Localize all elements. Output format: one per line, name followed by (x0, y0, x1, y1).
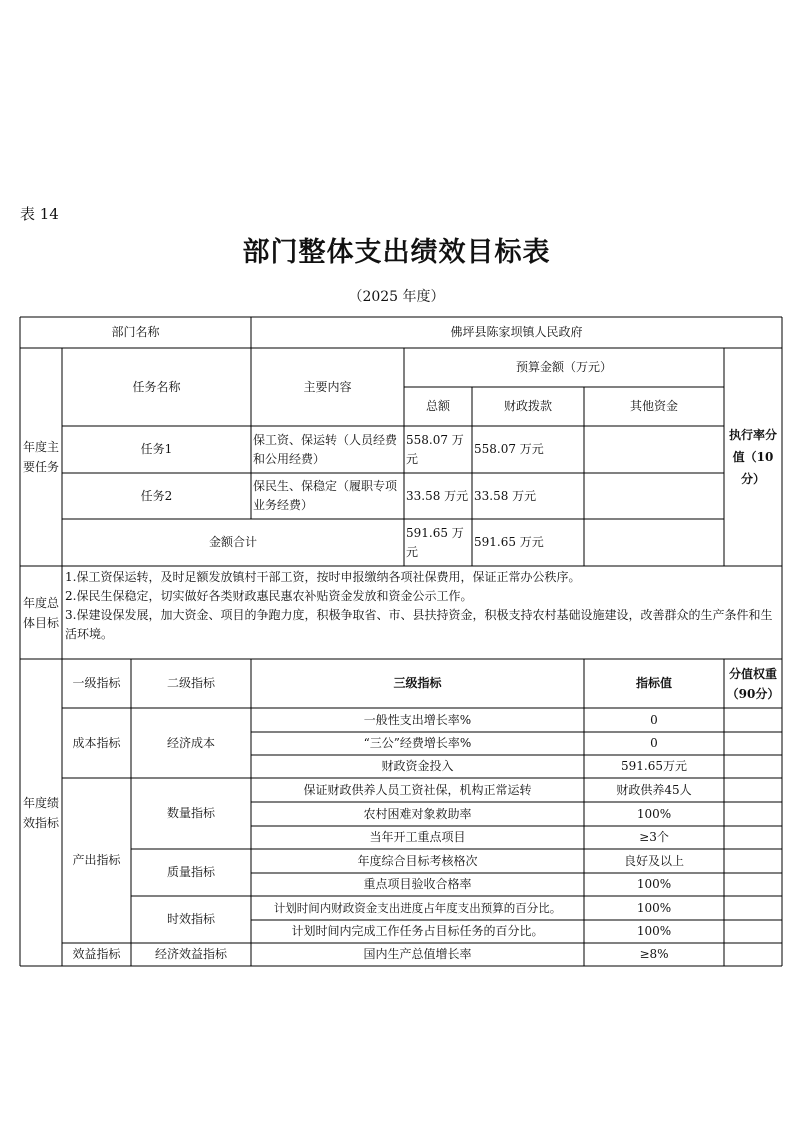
level1-benefit: 效益指标 (72, 947, 121, 961)
level1-output: 产出指标 (72, 853, 121, 867)
indicator-row: 财政资金投入 (381, 759, 454, 773)
dept-value: 佛坪县陈家坝镇人民政府 (450, 325, 583, 339)
table-number: 表 14 (20, 205, 59, 223)
dept-label: 部门名称 (111, 325, 160, 339)
task-1-content: 保工资、保运转（人员经费和公用经费） (253, 432, 398, 466)
sum-total: 591.65 万元 (406, 525, 464, 559)
task-2-total: 33.58 万元 (406, 488, 469, 503)
indicator-row: 国内生产总值增长率 (363, 947, 472, 961)
header-level-1: 一级指标 (72, 676, 121, 690)
level2-timeliness: 时效指标 (166, 912, 215, 926)
indicator-value: 良好及以上 (623, 853, 684, 868)
indicator-row: 计划时间内完成工作任务占目标任务的百分比。 (291, 924, 544, 938)
indicator-row: 保证财政供养人员工资社保，机构正常运转 (303, 782, 532, 797)
level1-cost: 成本指标 (72, 735, 121, 750)
header-level-2: 二级指标 (166, 676, 215, 690)
task-2-other (584, 473, 724, 519)
indicator-value: 100% (636, 877, 672, 891)
indicator-value: 0 (650, 712, 658, 727)
col-fiscal: 财政拨款 (503, 399, 552, 413)
sum-label: 金额合计 (208, 535, 257, 549)
indicator-row: 年度综合目标考核格次 (357, 853, 478, 868)
task-1-fiscal: 558.07 万元 (474, 442, 544, 456)
indicator-row: 农村困难对象救助率 (363, 806, 472, 821)
task-2-content: 保民生、保稳定（履职专项业务经费） (253, 479, 398, 512)
level2-economic-benefit: 经济效益指标 (154, 947, 227, 961)
header-value: 指标值 (635, 676, 672, 690)
col-other: 其他资金 (629, 399, 678, 413)
goals-text (62, 566, 782, 659)
indicator-value: ≥3个 (639, 830, 669, 844)
task-2-name: 任务2 (140, 488, 173, 503)
header-level-3: 三级指标 (393, 676, 442, 690)
indicator-value: 财政供养45人 (616, 782, 692, 797)
col-budget: 预算金额（万元） (515, 360, 612, 374)
task-1-name: 任务1 (140, 442, 173, 456)
goal-line-1: 1.保工资保运转，及时足额发放镇村干部工资，按时申报缴纳各项社保费用，保证正常办公秩序。 (65, 570, 581, 584)
indicator-value: 100% (636, 900, 672, 915)
indicator-value: 591.65万元 (621, 759, 687, 773)
indicator-value: 0 (650, 736, 658, 750)
year-subtitle: （2025 年度） (348, 289, 445, 305)
task-1-total: 558.07 万元 (406, 432, 464, 466)
level2-economic-cost: 经济成本 (166, 735, 215, 750)
indicator-row: 计划时间内财政资金支出进度占年度支出预算的百分比。 (273, 900, 562, 915)
sum-fiscal: 591.65 万元 (474, 535, 544, 549)
indicator-row: 一般性支出增长率% (363, 712, 472, 727)
level2-quantity: 数量指标 (166, 806, 215, 820)
indicator-row: “三公”经费增长率% (363, 736, 472, 750)
col-main-content: 主要内容 (303, 379, 352, 394)
indicator-value: 100% (636, 806, 672, 821)
indicator-row: 当年开工重点项目 (369, 830, 466, 844)
page-title: 部门整体支出绩效目标表 (242, 237, 551, 268)
indicators-section-label: 年度绩效指标 (22, 795, 59, 830)
level2-quality: 质量指标 (166, 865, 215, 879)
execution-rate-label: 执行率分值（10分） (728, 428, 777, 486)
goals-label: 年度总体目标 (22, 595, 59, 630)
indicator-row: 重点项目验收合格率 (363, 877, 472, 891)
task-1-other (584, 426, 724, 473)
indicator-value: 100% (636, 924, 672, 938)
task-2-fiscal: 33.58 万元 (474, 488, 537, 503)
indicator-value: ≥8% (639, 947, 669, 961)
tasks-section-label: 年度主要任务 (22, 440, 59, 474)
header-weight: 分值权重（90分） (726, 666, 780, 701)
col-task-name: 任务名称 (132, 379, 181, 394)
goal-line-2: 2.保民生保稳定，切实做好各类财政惠民惠农补贴资金发放和资金公示工作。 (65, 589, 473, 603)
goal-line-3: 3.保建设保发展，加大资金、项目的争跑力度，积极争取省、市、县扶持资金，积极支持农村基础设施建设，改善群众的生产条件和生活环境。 (65, 608, 773, 641)
col-total: 总额 (425, 399, 450, 413)
